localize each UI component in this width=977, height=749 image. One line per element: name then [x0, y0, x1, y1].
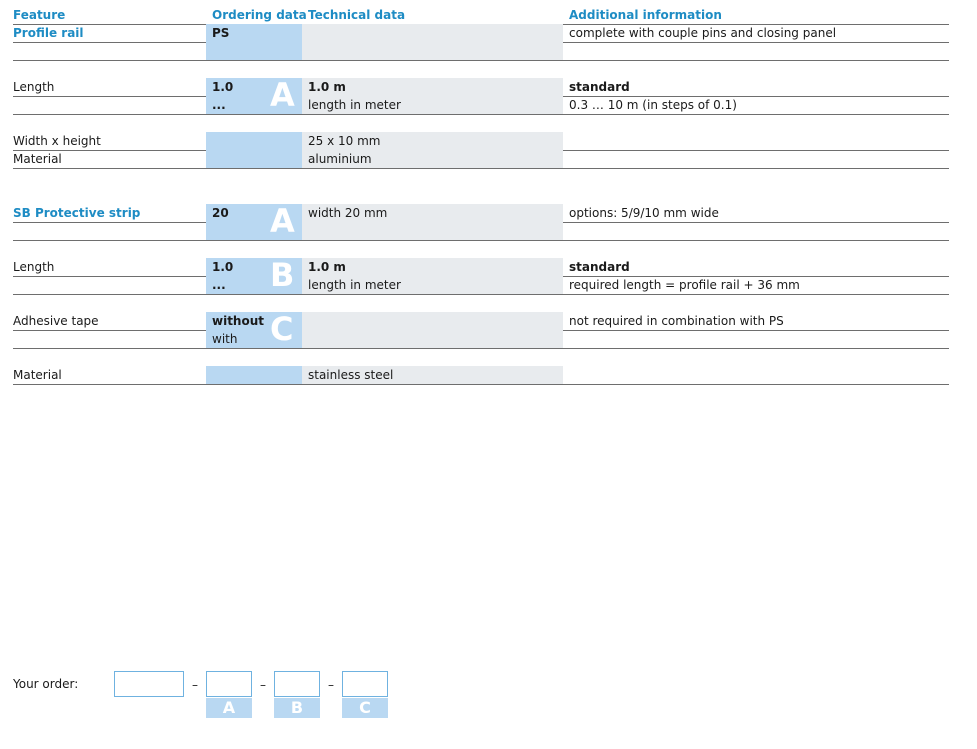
feature-cell: Length [13, 80, 55, 94]
header-ordering: Ordering data [212, 8, 307, 22]
ordering-cell: 1.0 [206, 258, 302, 276]
table-row [13, 78, 949, 97]
ordering-cell: PS [206, 24, 302, 42]
order-code-input-b[interactable] [274, 671, 320, 697]
technical-cell [302, 330, 563, 348]
technical-cell: 1.0 m [302, 78, 563, 96]
table-header [13, 6, 949, 25]
feature-cell [13, 276, 206, 294]
ordering-cell [206, 366, 302, 384]
ordering-cell: without [206, 312, 302, 330]
technical-cell: 25 x 10 mm [302, 132, 563, 150]
additional-cell [569, 132, 949, 150]
order-code-input-base[interactable] [114, 671, 184, 697]
order-code-input-c[interactable] [342, 671, 388, 697]
header-feature: Feature [13, 8, 66, 22]
table-row [13, 24, 949, 43]
additional-cell: required length = profile rail + 36 mm [569, 278, 800, 292]
feature-cell: Material [13, 152, 62, 166]
ordering-cell [206, 42, 302, 60]
order-code-label-a: A [206, 698, 252, 718]
additional-cell: not required in combination with PS [569, 314, 784, 328]
order-dash: – [192, 678, 198, 692]
feature-cell: Width x height [13, 134, 101, 148]
order-code-input-a[interactable] [206, 671, 252, 697]
code-letter-a: A [270, 76, 295, 114]
ordering-cell: 20 [206, 204, 302, 222]
ordering-cell: with [206, 330, 302, 348]
additional-cell [569, 330, 949, 348]
additional-cell: complete with couple pins and closing panel [569, 26, 837, 40]
technical-cell: stainless steel [302, 366, 563, 384]
feature-cell: Material [13, 368, 62, 382]
technical-cell [302, 312, 563, 330]
code-letter-c: C [270, 310, 294, 348]
additional-cell: standard [569, 260, 630, 274]
code-letter-b: B [270, 256, 295, 294]
order-code-label-b: B [274, 698, 320, 718]
header-additional: Additional information [569, 8, 722, 22]
feature-cell: Profile rail [13, 26, 84, 40]
additional-cell [569, 366, 949, 384]
feature-cell [13, 96, 206, 114]
table-row [13, 42, 949, 61]
table-row [13, 276, 949, 295]
additional-cell [569, 150, 949, 168]
ordering-cell: 1.0 [206, 78, 302, 96]
ordering-cell: ... [206, 276, 302, 294]
table-row [13, 150, 949, 169]
table-row [13, 366, 949, 385]
technical-cell [302, 42, 563, 60]
table-row [13, 204, 949, 223]
feature-cell: Adhesive tape [13, 314, 99, 328]
feature-cell: Length [13, 260, 55, 274]
technical-cell [302, 24, 563, 42]
additional-cell: standard [569, 80, 630, 94]
order-code-label-c: C [342, 698, 388, 718]
technical-cell: width 20 mm [302, 204, 563, 222]
table-row [13, 312, 949, 331]
order-dash: – [260, 678, 266, 692]
technical-cell: length in meter [302, 96, 563, 114]
feature-cell: SB Protective strip [13, 206, 141, 220]
ordering-cell: ... [206, 96, 302, 114]
ordering-cell [206, 132, 302, 150]
additional-cell: 0.3 … 10 m (in steps of 0.1) [569, 98, 737, 112]
table-row [13, 258, 949, 277]
technical-cell [302, 222, 563, 240]
technical-cell: length in meter [302, 276, 563, 294]
code-letter-a-strip: A [270, 202, 295, 240]
table-row [13, 96, 949, 115]
table-row [13, 330, 949, 349]
technical-cell: aluminium [302, 150, 563, 168]
feature-cell [13, 330, 206, 348]
ordering-cell [206, 150, 302, 168]
table-row [13, 222, 949, 241]
table-row [13, 132, 949, 151]
header-technical: Technical data [308, 8, 406, 22]
order-label: Your order: [13, 677, 79, 691]
additional-cell: options: 5/9/10 mm wide [569, 206, 719, 220]
technical-cell: 1.0 m [302, 258, 563, 276]
order-dash: – [328, 678, 334, 692]
